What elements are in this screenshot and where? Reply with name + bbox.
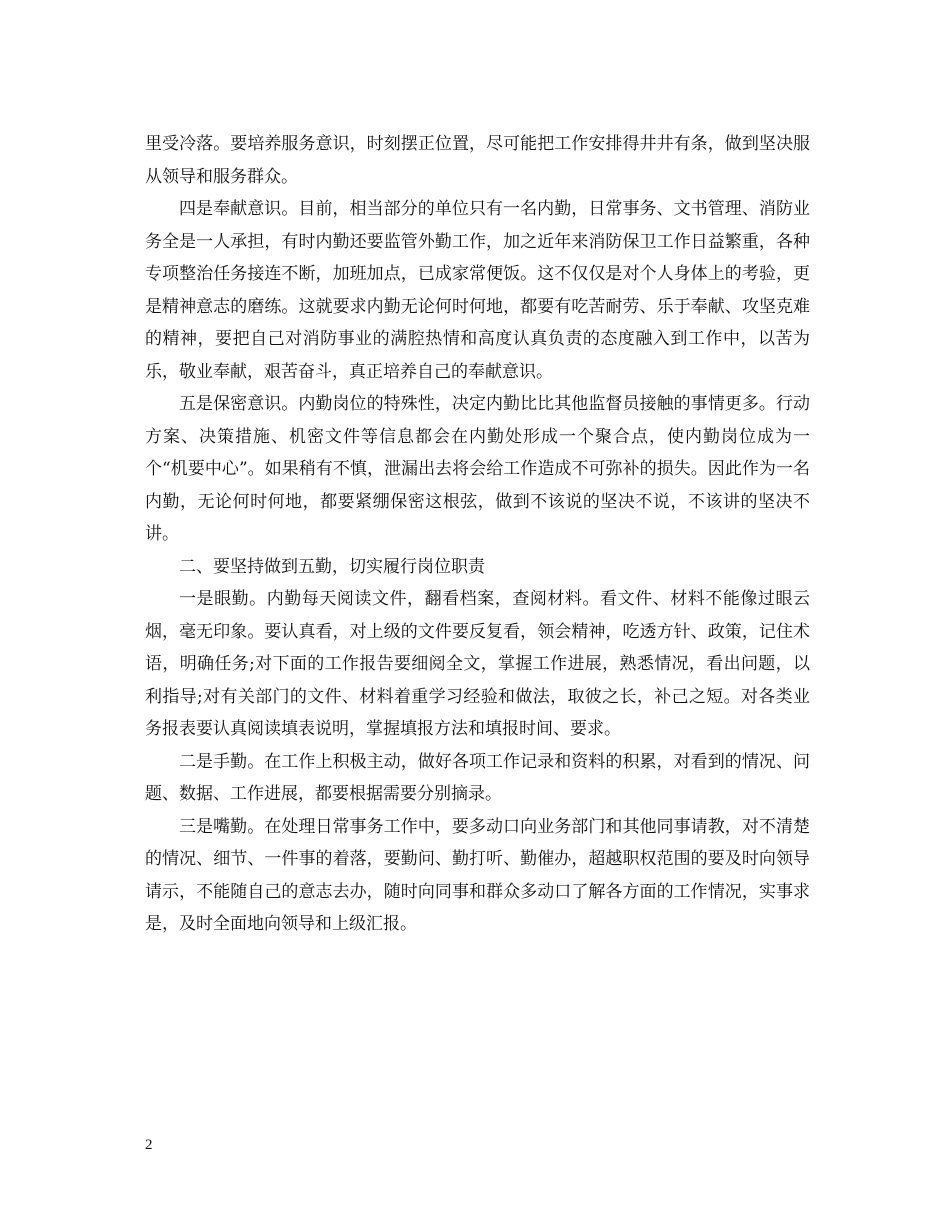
paragraph-6: 二是手勤。在工作上积极主动，做好各项工作记录和资料的积累，对看到的情况、问题、数据、工作进展，都要根据需要分别摘录。 (145, 751, 810, 804)
paragraph-1: 里受冷落。要培养服务意识，时刻摆正位置，尽可能把工作安排得井井有条，做到坚决服从领导和服务群众。 (145, 134, 810, 187)
section-heading: 二、要坚持做到五勤，切实履行岗位职责 (179, 556, 485, 577)
paragraph-5: 一是眼勤。内勤每天阅读文件，翻看档案，查阅材料。看文件、材料不能像过眼云烟，毫无印象。要认真看，对上级的文件要反复看，领会精神，吃透方针、政策，记住术语，明确任务;对下面的工作报告要细阅全文，掌握工作进展，熟悉情况，看出问题，以利指导;对有关部门的文件、材料着重学习经验和做法，取彼之长，补己之短。对各类业务报表要认真阅读填表说明，掌握填报方法和填报时间、要求。 (145, 589, 810, 739)
document-body (145, 128, 810, 941)
paragraph-3: 五是保密意识。内勤岗位的特殊性，决定内勤比比其他监督员接触的事情更多。行动方案、决策措施、机密文件等信息都会在内勤处形成一个聚合点，使内勤岗位成为一个“机要中心”。如果稍有不慎，泄漏出去将会给工作造成不可弥补的损失。因此作为一名内勤，无论何时何地，都要紧绷保密这根弦，做到不该说的坚决不说，不该讲的坚决不讲。 (145, 394, 810, 544)
paragraph-2: 四是奉献意识。目前，相当部分的单位只有一名内勤，日常事务、文书管理、消防业务全是一人承担，有时内勤还要监管外勤工作，加之近年来消防保卫工作日益繁重，各种专项整治任务接连不断，加班加点，已成家常便饭。这不仅仅是对个人身体上的考验，更是精神意志的磨练。这就要求内勤无论何时何地，都要有吃苦耐劳、乐于奉献、攻坚克难的精神，要把自己对消防事业的满腔热情和高度认真负责的态度融入到工作中，以苦为乐，敬业奉献，艰苦奋斗，真正培养自己的奉献意识。 (145, 199, 810, 382)
paragraph-7: 三是嘴勤。在处理日常事务工作中，要多动口向业务部门和其他同事请教，对不清楚的情况、细节、一件事的着落，要勤问、勤打听、勤催办，超越职权范围的要及时向领导请示，不能随自己的意志去办，随时向同事和群众多动口了解各方面的工作情况，实事求是，及时全面地向领导和上级汇报。 (145, 816, 810, 934)
page-number: 2 (145, 1137, 153, 1153)
